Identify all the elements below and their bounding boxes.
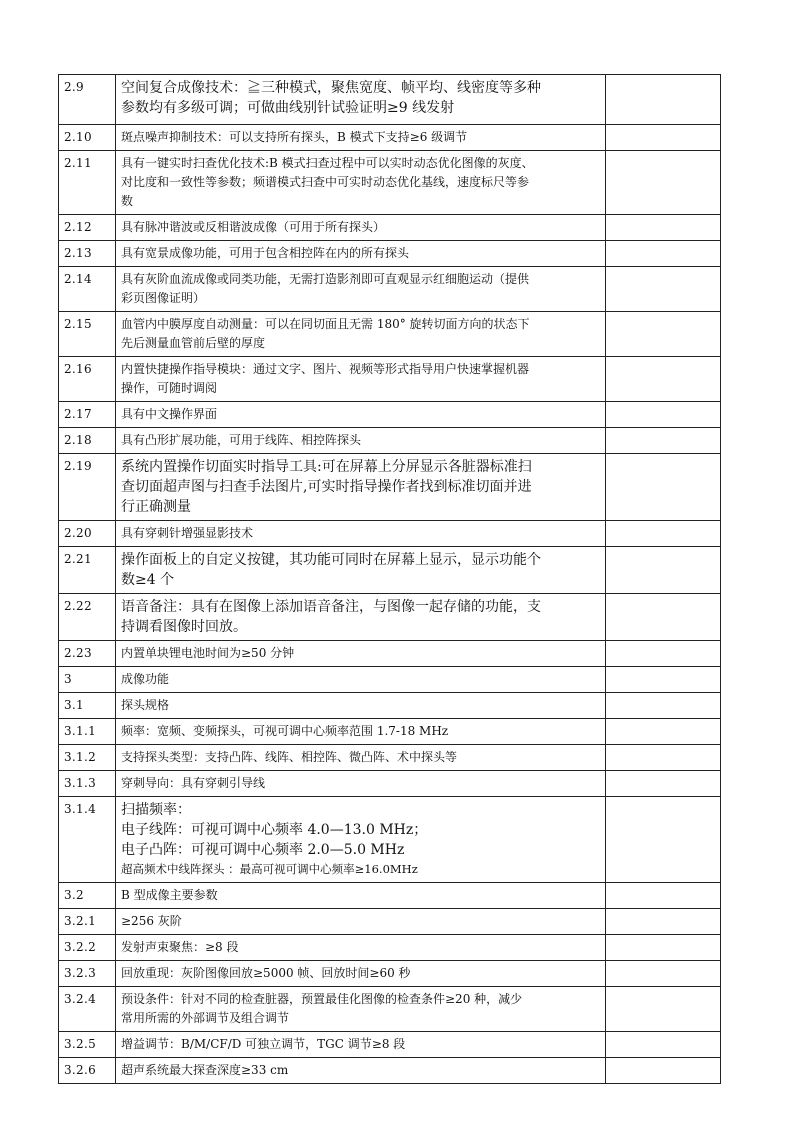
desc-line: 增益调节：B/M/CF/D 可独立调节，TGC 调节≥8 段 [121, 1037, 406, 1051]
table-row [59, 547, 721, 594]
desc-line: 语音备注：具有在图像上添加语音备注，与图像一起存储的功能，支 [121, 599, 541, 615]
desc-line: 支持探头类型：支持凸阵、线阵、相控阵、微凸阵、术中探头等 [121, 750, 458, 764]
desc-line: 空间复合成像技术：≧三种模式，聚焦宽度、帧平均、线密度等多种 [121, 80, 541, 96]
response-cell [606, 428, 721, 454]
item-description [116, 961, 606, 987]
table-row [59, 241, 721, 267]
item-description [116, 935, 606, 961]
item-description [116, 151, 606, 215]
item-number: 2.22 [59, 594, 116, 641]
item-number: 2.20 [59, 521, 116, 547]
item-description [116, 241, 606, 267]
response-cell [606, 719, 721, 745]
item-description [116, 312, 606, 357]
table-row [59, 75, 721, 125]
item-description [116, 267, 606, 312]
item-number: 2.19 [59, 454, 116, 521]
desc-line: 穿刺导向：具有穿刺引导线 [121, 776, 266, 790]
spec-table-body [59, 75, 721, 1084]
item-description [116, 745, 606, 771]
table-row [59, 215, 721, 241]
desc-line: 查切面超声图与扫查手法图片,可实时指导操作者找到标准切面并进 [121, 479, 532, 495]
desc-line: 血管内中膜厚度自动测量：可以在同切面且无需 180° 旋转切面方向的状态下 [121, 317, 530, 331]
item-number: 3.2.3 [59, 961, 116, 987]
desc-line: 先后测量血管前后壁的厚度 [121, 336, 266, 350]
item-description [116, 909, 606, 935]
response-cell [606, 961, 721, 987]
table-row [59, 428, 721, 454]
response-cell [606, 357, 721, 402]
desc-line: 频率：宽频、变频探头，可视可调中心频率范围 1.7-18 MHz [121, 724, 449, 738]
desc-line: 探头规格 [121, 698, 170, 712]
desc-line: 具有凸形扩展功能，可用于线阵、相控阵探头 [121, 433, 362, 447]
spec-table [58, 74, 721, 1084]
table-row [59, 797, 721, 883]
response-cell [606, 125, 721, 151]
desc-line: 数≥4 个 [121, 572, 175, 588]
item-number: 3.2.5 [59, 1032, 116, 1058]
table-row [59, 719, 721, 745]
desc-line: 扫描频率： [121, 802, 191, 818]
table-row [59, 1032, 721, 1058]
item-description [116, 771, 606, 797]
table-row [59, 1058, 721, 1084]
response-cell [606, 667, 721, 693]
response-cell [606, 241, 721, 267]
item-description [116, 402, 606, 428]
desc-line: 超高频术中线阵探头 ：最高可视可调中心频率≥16.0MHz [121, 862, 418, 876]
item-number: 2.18 [59, 428, 116, 454]
desc-line: 参数均有多级可调；可做曲线别针试验证明≥9 线发射 [121, 100, 455, 116]
item-description [116, 719, 606, 745]
item-number: 2.23 [59, 641, 116, 667]
desc-line: 数 [121, 194, 134, 208]
item-number: 3.2.6 [59, 1058, 116, 1084]
response-cell [606, 883, 721, 909]
response-cell [606, 1032, 721, 1058]
item-description [116, 667, 606, 693]
response-cell [606, 935, 721, 961]
item-number: 2.12 [59, 215, 116, 241]
item-number: 3.1 [59, 693, 116, 719]
desc-line: 具有一键实时扫查优化技术:B 模式扫查过程中可以实时动态优化图像的灰度、 [121, 156, 534, 170]
table-row [59, 987, 721, 1032]
response-cell [606, 909, 721, 935]
item-description [116, 215, 606, 241]
item-description [116, 987, 606, 1032]
item-number: 3.2 [59, 883, 116, 909]
table-row [59, 909, 721, 935]
desc-line: 彩页图像证明） [121, 291, 206, 305]
item-description [116, 693, 606, 719]
table-row [59, 521, 721, 547]
desc-line: 电子线阵：可视可调中心频率 4.0—13.0 MHz； [121, 822, 428, 838]
desc-line: 电子凸阵：可视可调中心频率 2.0—5.0 MHz [121, 842, 405, 858]
item-description [116, 594, 606, 641]
item-number: 2.11 [59, 151, 116, 215]
response-cell [606, 771, 721, 797]
item-number: 3 [59, 667, 116, 693]
response-cell [606, 402, 721, 428]
desc-line: 具有穿刺针增强显影技术 [121, 526, 254, 540]
table-row [59, 594, 721, 641]
item-description [116, 428, 606, 454]
item-number: 3.2.2 [59, 935, 116, 961]
item-number: 2.10 [59, 125, 116, 151]
desc-line: 预设条件：针对不同的检查脏器，预置最佳化图像的检查条件≥20 种，减少 [121, 992, 523, 1006]
response-cell [606, 1058, 721, 1084]
desc-line: 发射声束聚焦：≥8 段 [121, 940, 239, 954]
item-number: 3.1.2 [59, 745, 116, 771]
desc-line: 系统内置操作切面实时指导工具:可在屏幕上分屏显示各脏器标准扫 [121, 459, 532, 475]
table-row [59, 357, 721, 402]
response-cell [606, 454, 721, 521]
item-number: 2.17 [59, 402, 116, 428]
desc-line: ≥256 灰阶 [121, 914, 182, 928]
desc-line: 具有中文操作界面 [121, 407, 218, 421]
item-description [116, 797, 606, 883]
desc-line: 具有灰阶血流成像或同类功能，无需打造影剂即可直观显示红细胞运动（提供 [121, 272, 530, 286]
table-row [59, 935, 721, 961]
item-number: 2.15 [59, 312, 116, 357]
item-description [116, 883, 606, 909]
item-number: 2.16 [59, 357, 116, 402]
table-row [59, 402, 721, 428]
response-cell [606, 75, 721, 125]
item-description [116, 357, 606, 402]
desc-line: 持调看图像时回放。 [121, 619, 247, 635]
item-description [116, 75, 606, 125]
table-row [59, 454, 721, 521]
desc-line: B 型成像主要参数 [121, 888, 218, 902]
desc-line: 成像功能 [121, 672, 170, 686]
item-number: 3.1.4 [59, 797, 116, 883]
response-cell [606, 987, 721, 1032]
item-number: 3.1.3 [59, 771, 116, 797]
item-number: 3.2.1 [59, 909, 116, 935]
table-row [59, 883, 721, 909]
desc-line: 内置快捷操作指导模块：通过文字、图片、视频等形式指导用户快速掌握机器 [121, 362, 530, 376]
table-row [59, 771, 721, 797]
desc-line: 具有脉冲谐波或反相谐波成像（可用于所有探头） [121, 220, 386, 234]
response-cell [606, 312, 721, 357]
item-description [116, 641, 606, 667]
desc-line: 操作面板上的自定义按键，其功能可同时在屏幕上显示，显示功能个 [121, 552, 541, 568]
response-cell [606, 594, 721, 641]
desc-line: 斑点噪声抑制技术：可以支持所有探头，B 模式下支持≥6 级调节 [121, 130, 468, 144]
item-description [116, 125, 606, 151]
desc-line: 具有宽景成像功能，可用于包含相控阵在内的所有探头 [121, 246, 410, 260]
response-cell [606, 745, 721, 771]
desc-line: 操作，可随时调阅 [121, 381, 218, 395]
desc-line: 回放重现：灰阶图像回放≥5000 帧、回放时间≥60 秒 [121, 966, 411, 980]
response-cell [606, 267, 721, 312]
response-cell [606, 693, 721, 719]
response-cell [606, 215, 721, 241]
table-row [59, 961, 721, 987]
item-description [116, 547, 606, 594]
item-description [116, 1032, 606, 1058]
item-description [116, 521, 606, 547]
response-cell [606, 521, 721, 547]
response-cell [606, 151, 721, 215]
table-row [59, 312, 721, 357]
desc-line: 对比度和一致性等参数；频谱模式扫查中可实时动态优化基线，速度标尺等参 [121, 175, 530, 189]
table-row [59, 267, 721, 312]
table-row [59, 693, 721, 719]
table-row [59, 125, 721, 151]
table-row [59, 151, 721, 215]
desc-line: 常用所需的外部调节及组合调节 [121, 1011, 290, 1025]
item-number: 3.2.4 [59, 987, 116, 1032]
item-number: 2.14 [59, 267, 116, 312]
item-number: 2.21 [59, 547, 116, 594]
item-description [116, 1058, 606, 1084]
item-number: 2.13 [59, 241, 116, 267]
table-row [59, 667, 721, 693]
table-row [59, 641, 721, 667]
desc-line: 内置单块锂电池时间为≥50 分钟 [121, 646, 295, 660]
item-description [116, 454, 606, 521]
item-number: 2.9 [59, 75, 116, 125]
response-cell [606, 797, 721, 883]
desc-line: 超声系统最大探查深度≥33 cm [121, 1063, 289, 1077]
item-number: 3.1.1 [59, 719, 116, 745]
table-row [59, 745, 721, 771]
desc-line: 行正确测量 [121, 499, 191, 515]
response-cell [606, 641, 721, 667]
response-cell [606, 547, 721, 594]
